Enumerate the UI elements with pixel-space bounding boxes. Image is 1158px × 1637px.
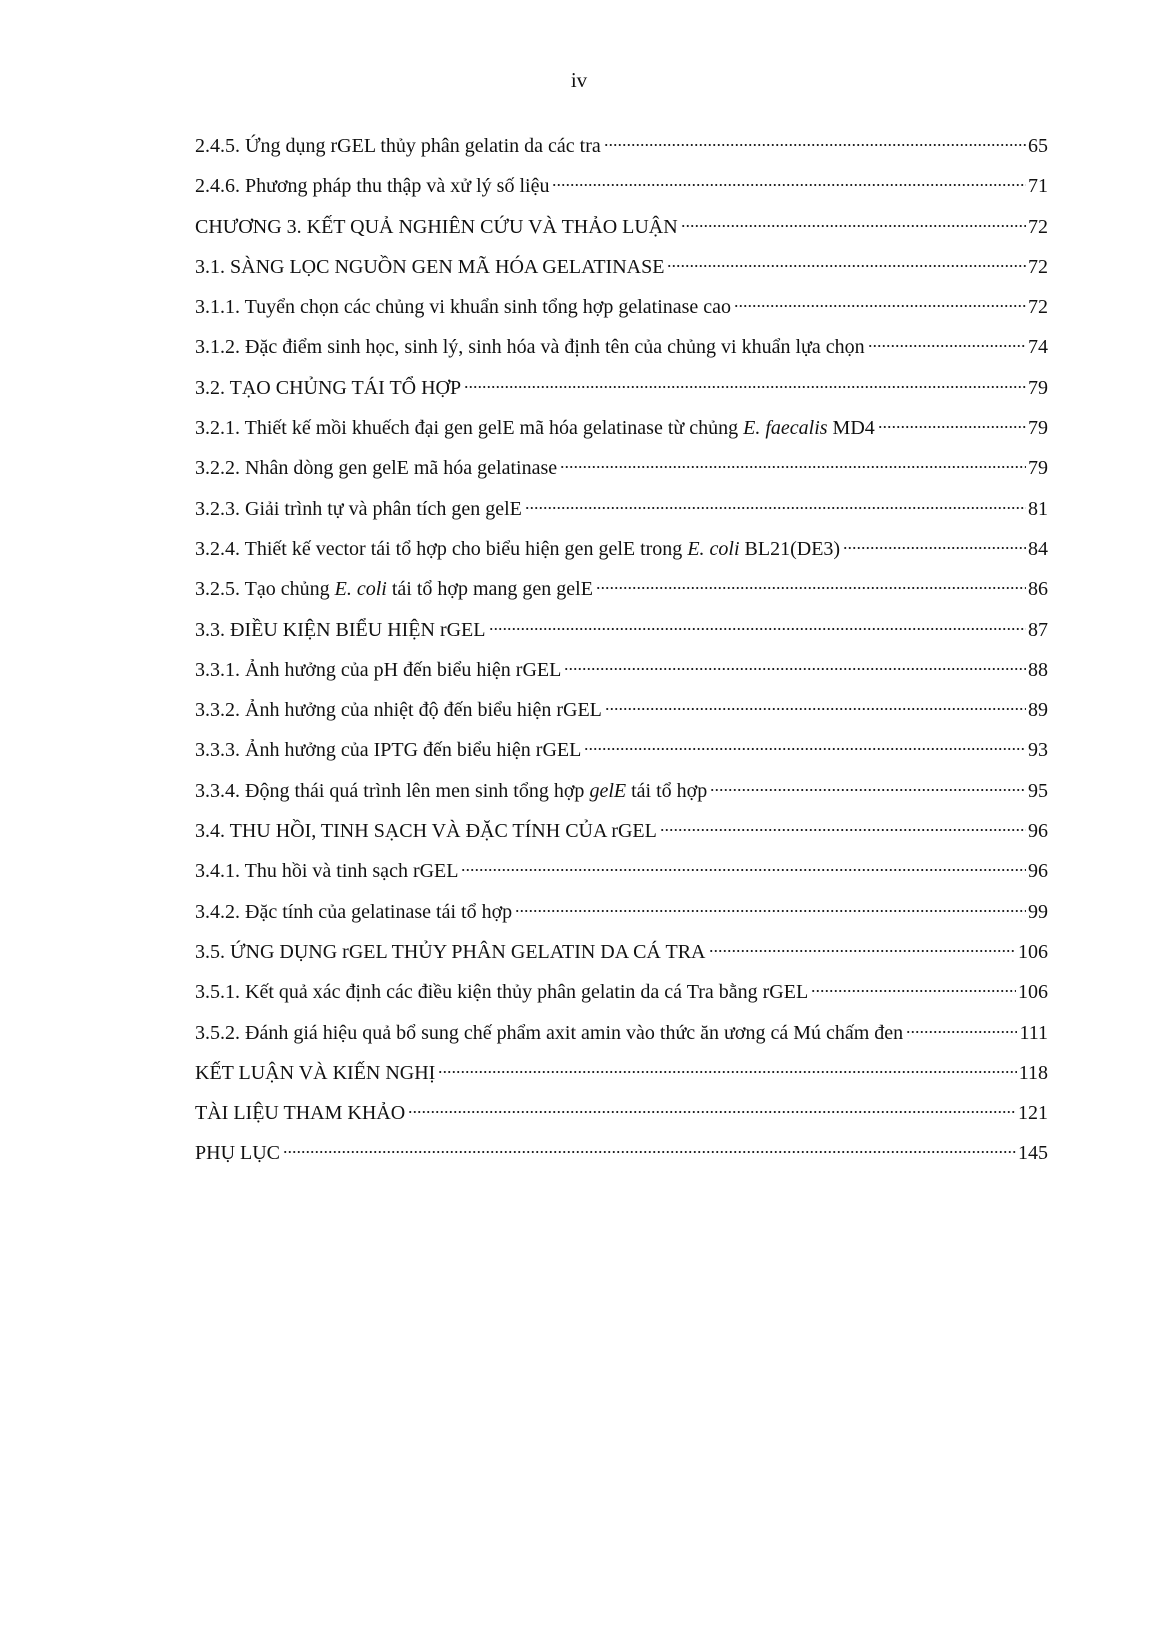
toc-entry-page: 106 — [1018, 981, 1048, 1004]
toc-entry[interactable] — [195, 333, 1048, 373]
table-of-contents — [195, 132, 1048, 1180]
toc-entry[interactable] — [195, 978, 1048, 1018]
toc-entry-title — [195, 495, 525, 523]
toc-entry-page: 71 — [1028, 175, 1048, 198]
toc-dot-leader — [660, 828, 1026, 832]
toc-entry-title-text: 3.3.3. Ảnh hưởng của IPTG đến biểu hiện rGEL — [195, 739, 582, 762]
toc-entry-title — [195, 1139, 283, 1167]
toc-entry-page: 111 — [1019, 1021, 1048, 1044]
toc-entry-page: 72 — [1028, 255, 1048, 278]
toc-entry[interactable] — [195, 696, 1048, 736]
toc-entry-title — [195, 374, 464, 402]
toc-entry-page: 72 — [1028, 296, 1048, 319]
toc-entry-title-text: 3.3.4. Động thái quá trình lên men sinh tổng hợp — [195, 779, 590, 802]
toc-entry-title — [195, 817, 660, 845]
toc-entry-title-text: 3.3.1. Ảnh hưởng của pH đến biểu hiện rGEL — [195, 658, 562, 681]
toc-entry[interactable] — [195, 736, 1048, 776]
toc-entry-title-text: tái tổ hợp — [626, 779, 708, 802]
toc-entry-page: 121 — [1018, 1102, 1048, 1125]
toc-dot-leader — [906, 1030, 1017, 1034]
toc-dot-leader — [596, 586, 1026, 590]
toc-entry-page: 93 — [1028, 739, 1048, 762]
toc-entry-title-text: 3.1.1. Tuyển chọn các chủng vi khuẩn sinh tổng hợp gelatinase cao — [195, 296, 732, 319]
toc-entry-title — [195, 1019, 906, 1047]
toc-entry[interactable] — [195, 495, 1048, 535]
toc-entry-title-text: PHỤ LỤC — [195, 1142, 281, 1165]
toc-entry-title — [195, 253, 667, 281]
toc-dot-leader — [283, 1150, 1016, 1154]
toc-entry-title — [195, 857, 461, 885]
toc-entry-title — [195, 736, 584, 764]
toc-dot-leader — [605, 707, 1026, 711]
toc-entry-page: 95 — [1028, 779, 1048, 802]
toc-entry-page: 106 — [1018, 940, 1048, 963]
toc-entry-page: 96 — [1028, 820, 1048, 843]
toc-entry-title-italic: E. coli — [334, 578, 387, 601]
toc-entry-title-text: 3.1.2. Đặc điểm sinh học, sinh lý, sinh hóa và định tên của chủng vi khuẩn lựa chọn — [195, 336, 865, 359]
toc-entry-page: 87 — [1028, 618, 1048, 641]
toc-entry[interactable] — [195, 454, 1048, 494]
toc-entry-title-italic: gelE — [589, 779, 627, 802]
toc-dot-leader — [667, 264, 1026, 268]
toc-entry-title — [195, 575, 596, 603]
toc-dot-leader — [515, 909, 1026, 913]
toc-entry-title-text: MD4 — [827, 417, 875, 440]
toc-entry-page: 118 — [1018, 1061, 1048, 1084]
toc-entry-title-text: 3.5.2. Đánh giá hiệu quả bổ sung chế phẩm axit amin vào thức ăn ương cá Mú chấm đen — [195, 1021, 904, 1044]
toc-dot-leader — [464, 385, 1026, 389]
toc-entry-title-text: CHƯƠNG 3. KẾT QUẢ NGHIÊN CỨU VÀ THẢO LUẬN — [195, 215, 678, 238]
toc-dot-leader — [461, 868, 1026, 872]
toc-dot-leader — [681, 224, 1026, 228]
toc-entry-title-text: 3.2.2. Nhân dòng gen gelE mã hóa gelatinase — [195, 457, 558, 480]
toc-dot-leader — [438, 1070, 1016, 1074]
toc-entry-page: 89 — [1028, 699, 1048, 722]
toc-entry[interactable] — [195, 1099, 1048, 1139]
toc-entry-page: 74 — [1028, 336, 1048, 359]
toc-dot-leader — [564, 667, 1026, 671]
toc-entry-title-text: 3.2. TẠO CHỦNG TÁI TỔ HỢP — [195, 376, 462, 399]
toc-entry[interactable] — [195, 898, 1048, 938]
toc-dot-leader — [604, 143, 1026, 147]
toc-entry-title — [195, 938, 709, 966]
toc-entry-title-text: 2.4.5. Ứng dụng rGEL thủy phân gelatin da các tra — [195, 135, 601, 157]
toc-entry-page: 84 — [1028, 537, 1048, 560]
toc-entry-page: 96 — [1028, 860, 1048, 883]
toc-entry-page: 86 — [1028, 578, 1048, 601]
toc-entry-page: 65 — [1028, 135, 1048, 157]
toc-entry[interactable] — [195, 213, 1048, 253]
toc-entry-title — [195, 535, 843, 563]
toc-entry[interactable] — [195, 374, 1048, 414]
toc-dot-leader — [811, 989, 1016, 993]
toc-dot-leader — [489, 627, 1027, 631]
toc-entry-title — [195, 132, 604, 160]
toc-entry-title-text: 3.3.2. Ảnh hưởng của nhiệt độ đến biểu hiện rGEL — [195, 699, 602, 722]
toc-entry[interactable] — [195, 656, 1048, 696]
toc-entry-title — [195, 777, 710, 805]
toc-entry-page: 79 — [1028, 376, 1048, 399]
toc-entry-title-text: 3.3. ĐIỀU KIỆN BIỂU HIỆN rGEL — [195, 618, 486, 641]
toc-entry-page: 88 — [1028, 658, 1048, 681]
toc-dot-leader — [734, 304, 1026, 308]
toc-entry-title — [195, 898, 515, 926]
toc-entry-title-italic: E. faecalis — [743, 417, 828, 440]
toc-entry-title-text: BL21(DE3) — [739, 537, 841, 560]
toc-entry[interactable] — [195, 1059, 1048, 1099]
toc-entry-title-text: 3.2.5. Tạo chủng — [195, 578, 335, 601]
toc-entry[interactable] — [195, 777, 1048, 817]
toc-entry-title-text: 3.4.2. Đặc tính của gelatinase tái tổ hợp — [195, 900, 513, 923]
toc-entry[interactable] — [195, 414, 1048, 454]
toc-dot-leader — [710, 788, 1026, 792]
toc-entry[interactable] — [195, 575, 1048, 615]
toc-entry[interactable] — [195, 535, 1048, 575]
toc-entry[interactable] — [195, 938, 1048, 978]
toc-entry-page: 79 — [1028, 457, 1048, 480]
toc-dot-leader — [584, 747, 1026, 751]
toc-dot-leader — [525, 506, 1026, 510]
toc-entry-title-text: TÀI LIỆU THAM KHẢO — [195, 1102, 406, 1125]
toc-entry[interactable] — [195, 1019, 1048, 1059]
toc-entry-title — [195, 656, 564, 684]
toc-entry-title — [195, 333, 868, 361]
toc-dot-leader — [868, 344, 1026, 348]
toc-entry-page: 81 — [1028, 497, 1048, 520]
page-number: iv — [570, 68, 588, 92]
toc-entry-page: 79 — [1028, 417, 1048, 440]
toc-entry-title-text: 3.2.4. Thiết kế vector tái tổ hợp cho biểu hiện gen gelE trong — [195, 537, 688, 560]
toc-entry-title — [195, 414, 878, 442]
toc-entry[interactable] — [195, 132, 1048, 172]
toc-dot-leader — [560, 465, 1026, 469]
toc-entry-title-text: 3.5.1. Kết quả xác định các điều kiện thủy phân gelatin da cá Tra bằng rGEL — [195, 981, 809, 1004]
toc-entry-title-text: 3.4. THU HỒI, TINH SẠCH VÀ ĐẶC TÍNH CỦA rGEL — [195, 820, 657, 843]
toc-entry-page: 145 — [1018, 1142, 1048, 1165]
toc-dot-leader — [843, 546, 1026, 550]
toc-entry-title — [195, 172, 552, 200]
toc-entry-title — [195, 696, 605, 724]
toc-entry-title — [195, 1059, 438, 1087]
toc-entry-page: 72 — [1028, 215, 1048, 238]
toc-entry-title — [195, 454, 560, 482]
toc-entry-title-text: 3.1. SÀNG LỌC NGUỒN GEN MÃ HÓA GELATINASE — [195, 255, 665, 278]
toc-entry[interactable] — [195, 616, 1048, 656]
toc-entry[interactable] — [195, 293, 1048, 333]
toc-entry-title — [195, 213, 681, 241]
toc-entry-title-italic: E. coli — [687, 537, 740, 560]
toc-entry[interactable] — [195, 1139, 1048, 1179]
toc-dot-leader — [408, 1110, 1016, 1114]
toc-entry-title — [195, 978, 811, 1006]
toc-entry-title-text: 3.2.3. Giải trình tự và phân tích gen gelE — [195, 497, 522, 520]
toc-entry-title-text: KẾT LUẬN VÀ KIẾN NGHỊ — [195, 1061, 436, 1084]
toc-entry-title-text: 3.4.1. Thu hồi và tinh sạch rGEL — [195, 860, 459, 883]
toc-entry[interactable] — [195, 172, 1048, 212]
toc-dot-leader — [878, 425, 1026, 429]
toc-entry-title-text: 2.4.6. Phương pháp thu thập và xử lý số liệu — [195, 175, 550, 198]
toc-entry-title-text: 3.2.1. Thiết kế mồi khuếch đại gen gelE mã hóa gelatinase từ chủng — [195, 417, 744, 440]
toc-entry-title — [195, 616, 489, 644]
toc-entry-page: 99 — [1028, 900, 1048, 923]
toc-entry-title — [195, 293, 734, 321]
toc-dot-leader — [552, 183, 1026, 187]
toc-entry[interactable] — [195, 857, 1048, 897]
toc-dot-leader — [709, 949, 1017, 953]
toc-entry-title-text: tái tổ hợp mang gen gelE — [386, 578, 593, 601]
toc-entry-title — [195, 1099, 408, 1127]
toc-entry[interactable] — [195, 253, 1048, 293]
toc-entry[interactable] — [195, 817, 1048, 857]
toc-entry-title-text: 3.5. ỨNG DỤNG rGEL THỦY PHÂN GELATIN DA CÁ TRA — [195, 940, 706, 963]
